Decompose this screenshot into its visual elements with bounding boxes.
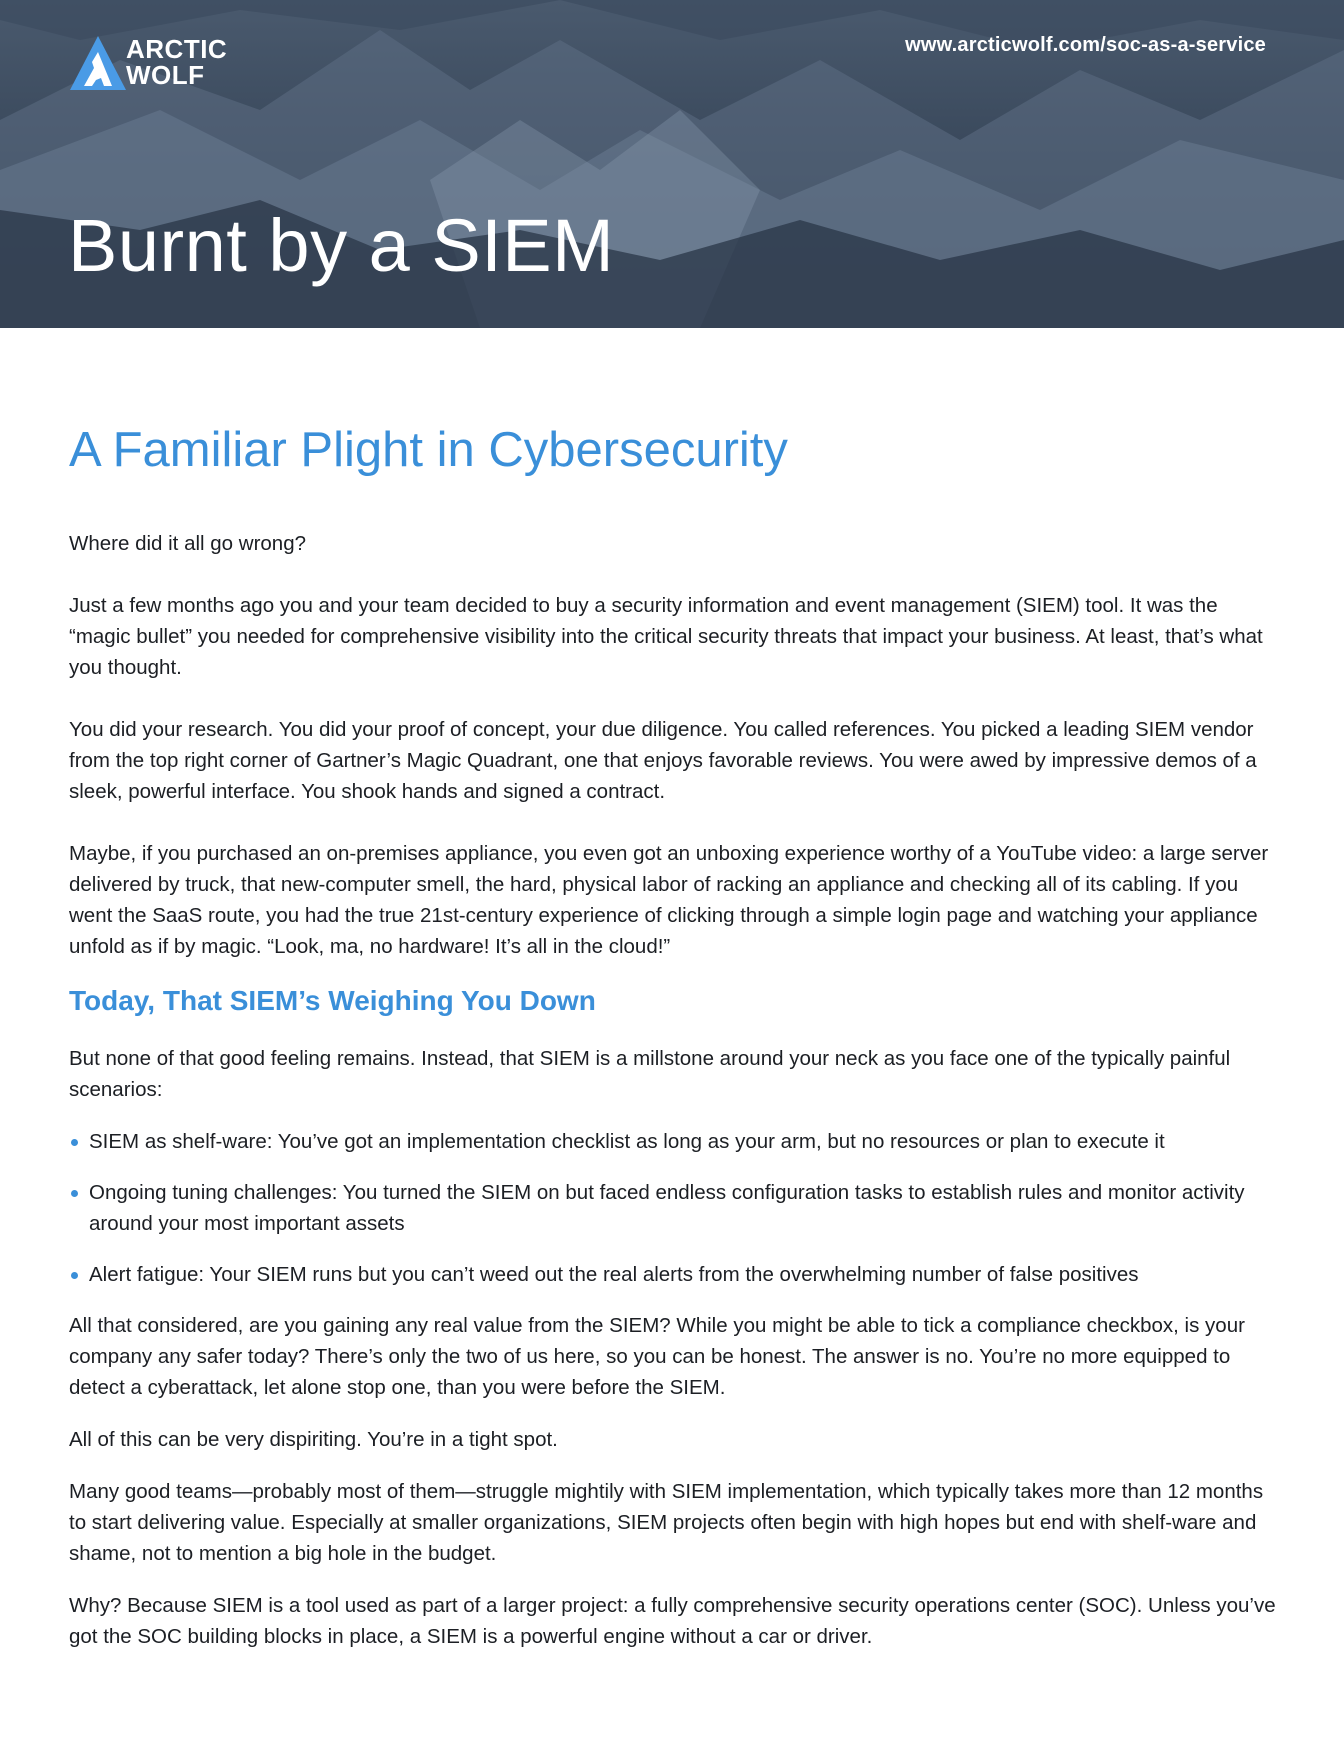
paragraph-intro-1: Where did it all go wrong? bbox=[69, 532, 307, 555]
paragraph-intro-4: Maybe, if you purchased an on-premises appliance, you even got an unboxing experience worthy of a YouTube video: a large server delivered by truck, that new-computer smell, the hard, physical labor of racking an appliance and checking all of its cabling. If you went the SaaS route, you had the true 21st-century experience of clicking through a simple login page and watching your appliance unfold as if by magic. “Look, ma, no hardware! It’s all in the cloud!” bbox=[69, 842, 1269, 958]
hero-banner bbox=[0, 0, 1344, 328]
logo-line-2: WOLF bbox=[126, 60, 205, 90]
website-url-link[interactable]: www.arcticwolf.com/soc-as-a-service bbox=[905, 34, 1266, 56]
scenario-list bbox=[69, 1126, 1279, 1290]
logo-wordmark bbox=[126, 36, 227, 88]
subsection-heading: Today, That SIEM’s Weighing You Down bbox=[69, 985, 596, 1016]
arctic-wolf-logo-icon bbox=[68, 34, 128, 92]
arctic-wolf-logo[interactable] bbox=[68, 34, 238, 94]
paragraph-outro-2: All of this can be very dispiriting. You’re in a tight spot. bbox=[69, 1428, 558, 1451]
section-heading: A Familiar Plight in Cybersecurity bbox=[69, 423, 788, 477]
article-body bbox=[69, 416, 1279, 1673]
logo-line-1: ARCTIC bbox=[126, 34, 228, 64]
list-item: Ongoing tuning challenges: You turned the SIEM on but faced endless configuration tasks to establish rules and monitor activity around your most important assets bbox=[69, 1177, 1279, 1239]
paragraph-outro-1: All that considered, are you gaining any real value from the SIEM? While you might be able to tick a compliance checkbox, is your company any safer today? There’s only the two of us here, so you can be honest. The answer is no. You’re no more equipped to detect a cyberattack, let alone stop one, than you were before the SIEM. bbox=[69, 1314, 1245, 1399]
paragraph-lead: But none of that good feeling remains. Instead, that SIEM is a millstone around your neck as you face one of the typically painful scenarios: bbox=[69, 1047, 1231, 1101]
page-title: Burnt by a SIEM bbox=[68, 204, 615, 287]
paragraph-outro-3: Many good teams—probably most of them—struggle mightily with SIEM implementation, which typically takes more than 12 months to start delivering value. Especially at smaller organizations, SIEM projects often begin with high hopes but end with shelf-ware and shame, not to mention a big hole in the budget. bbox=[69, 1480, 1264, 1565]
list-item: Alert fatigue: Your SIEM runs but you can’t weed out the real alerts from the overwhelming number of false positives bbox=[69, 1259, 1279, 1290]
paragraph-outro-4: Why? Because SIEM is a tool used as part of a larger project: a fully comprehensive security operations center (SOC). Unless you’ve got the SOC building blocks in place, a SIEM is a powerful engine without a car or driver. bbox=[69, 1594, 1276, 1648]
list-item: SIEM as shelf-ware: You’ve got an implementation checklist as long as your arm, but no resources or plan to execute it bbox=[69, 1126, 1279, 1157]
paragraph-intro-3: You did your research. You did your proof of concept, your due diligence. You called references. You picked a leading SIEM vendor from the top right corner of Gartner’s Magic Quadrant, one that enjoys favorable reviews. You were awed by impressive demos of a sleek, powerful interface. You shook hands and signed a contract. bbox=[69, 718, 1257, 803]
paragraph-intro-2: Just a few months ago you and your team decided to buy a security information and event management (SIEM) tool. It was the “magic bullet” you needed for comprehensive visibility into the critical security threats that impact your business. At least, that’s what you thought. bbox=[69, 594, 1263, 679]
